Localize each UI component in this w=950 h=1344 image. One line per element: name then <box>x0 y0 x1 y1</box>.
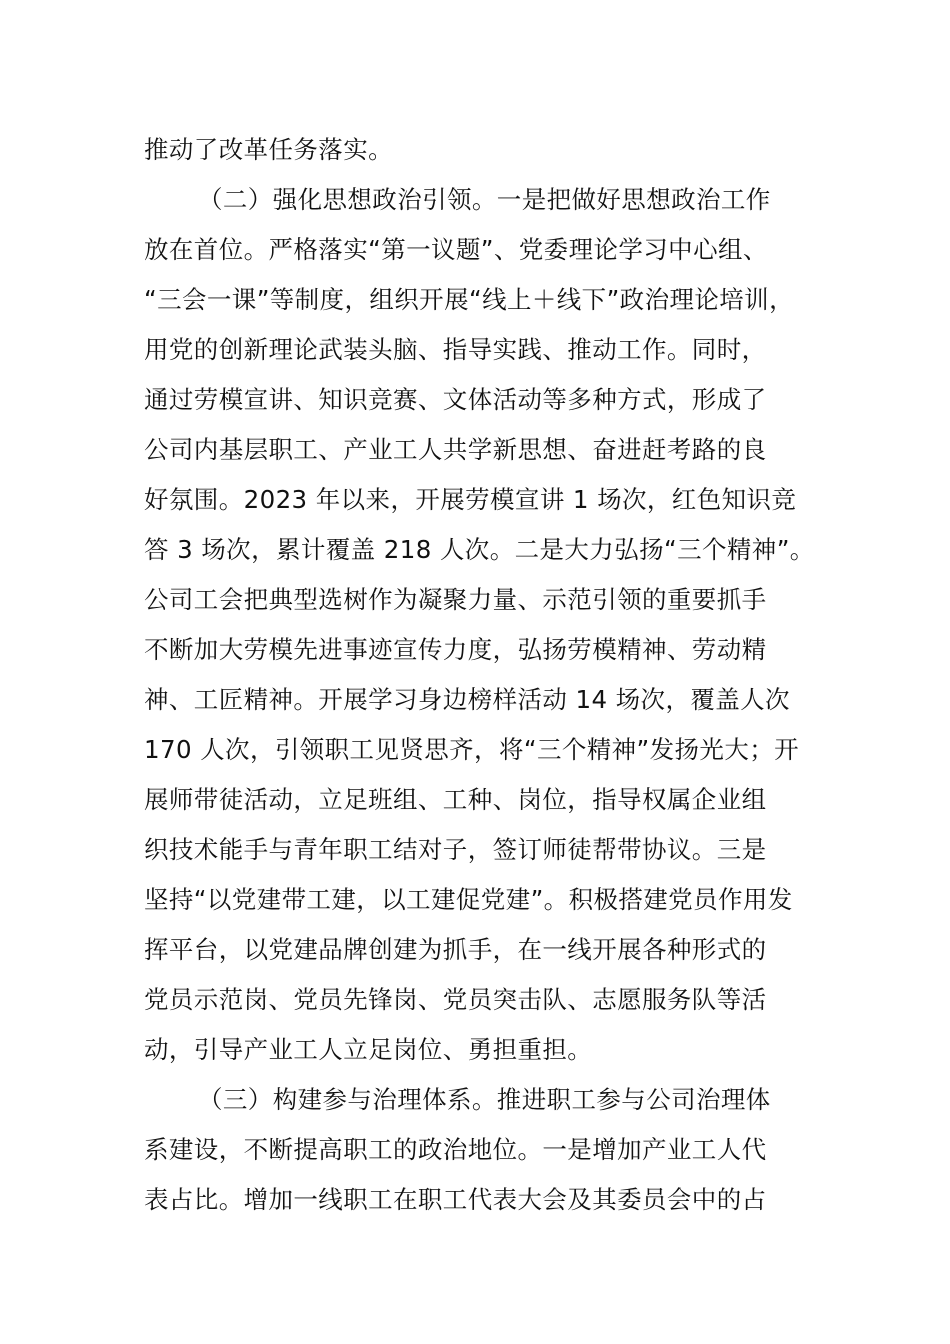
text-line: 挥平台，以党建品牌创建为抓手，在一线开展各种形式的 <box>144 935 767 964</box>
text-line: 公司工会把典型选树作为凝聚力量、示范引领的重要抓手 <box>144 585 767 614</box>
text-line: 答 3 场次，累计覆盖 218 人次。二是大力弘扬“三个精神”。 <box>144 535 815 564</box>
text-line: 170 人次，引领职工见贤思齐，将“三个精神”发扬光大；开 <box>144 735 800 764</box>
text-line: 好氛围。2023 年以来，开展劳模宣讲 1 场次，红色知识竞 <box>144 485 797 514</box>
text-line: 放在首位。严格落实“第一议题”、党委理论学习中心组、 <box>144 235 768 264</box>
text-line: 神、工匠精神。开展学习身边榜样活动 14 场次，覆盖人次 <box>144 685 790 714</box>
text-line: 表占比。增加一线职工在职工代表大会及其委员会中的占 <box>144 1185 767 1214</box>
text-line: 系建设，不断提高职工的政治地位。一是增加产业工人代 <box>144 1135 767 1164</box>
text-line: 不断加大劳模先进事迹宣传力度，弘扬劳模精神、劳动精 <box>144 635 767 664</box>
text-line: 织技术能手与青年职工结对子，签订师徒帮带协议。三是 <box>144 835 767 864</box>
body-text <box>144 125 815 1225</box>
text-line: “三会一课”等制度，组织开展“线上＋线下”政治理论培训， <box>144 285 794 314</box>
text-line: 展师带徒活动，立足班组、工种、岗位，指导权属企业组 <box>144 785 767 814</box>
text-line: 推动了改革任务落实。 <box>144 135 393 164</box>
text-line: 通过劳模宣讲、知识竞赛、文体活动等多种方式，形成了 <box>144 385 767 414</box>
text-line: 党员示范岗、党员先锋岗、党员突击队、志愿服务队等活 <box>144 985 767 1014</box>
text-line: 动，引导产业工人立足岗位、勇担重担。 <box>144 1035 593 1064</box>
text-line: 公司内基层职工、产业工人共学新思想、奋进赶考路的良 <box>144 435 767 464</box>
text-line: 坚持“以党建带工建，以工建促党建”。积极搭建党员作用发 <box>144 885 793 914</box>
text-line: 用党的创新理论武装头脑、指导实践、推动工作。同时， <box>144 335 767 364</box>
section-heading-line: （二）强化思想政治引领。一是把做好思想政治工作 <box>198 185 771 214</box>
section-heading-line: （三）构建参与治理体系。推进职工参与公司治理体 <box>198 1085 771 1114</box>
